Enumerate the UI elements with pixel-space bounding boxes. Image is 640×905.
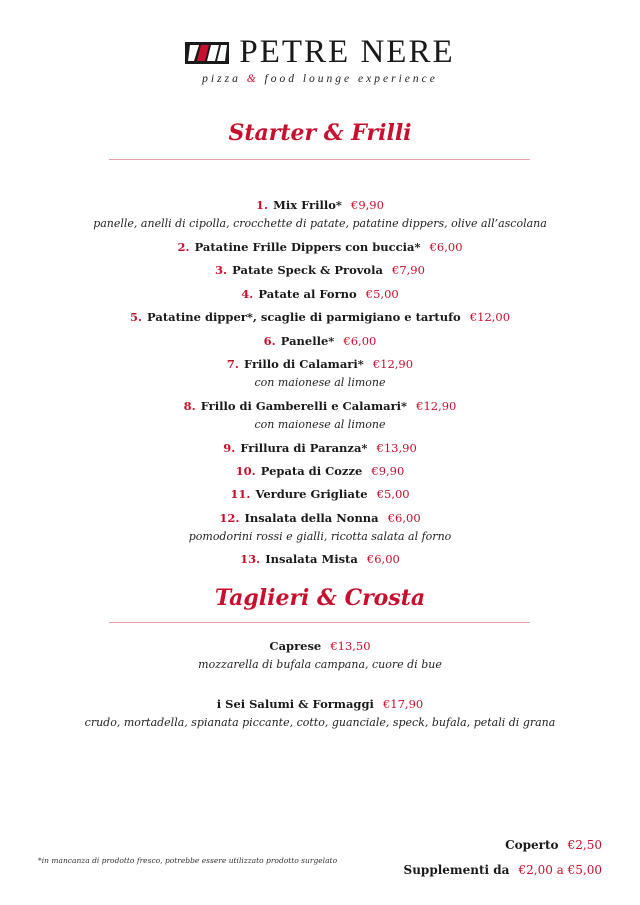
logo-mark-icon [185, 41, 231, 65]
item-description: pomodorini rossi e gialli, ricotta salata al forno [188, 530, 452, 543]
menu-item: 3. Patate Speck & Provola €7,90 [215, 263, 425, 277]
section-divider [109, 159, 530, 160]
menu-item: 13. Insalata Mista €6,00 [240, 552, 400, 566]
menu-item: 2. Patatine Frille Dippers con buccia* €6,00 [177, 240, 463, 254]
menu-item: 12. Insalata della Nonna €6,00 pomodorini rossi e gialli, ricotta salata al forno [0, 507, 640, 544]
item-description: con maionese al limone [254, 418, 386, 431]
extra-charges [404, 832, 602, 882]
menu-item: Caprese €13,50 mozzarella di bufala campana, cuore di bue [0, 635, 640, 672]
item-description: crudo, mortadella, spianata piccante, cotto, guanciale, speck, bufala, petali di grana [84, 716, 556, 729]
item-description: panelle, anelli di cipolla, crocchette di patate, patatine dippers, olive all’ascolana [93, 217, 547, 230]
menu-item: 9. Frillura di Paranza* €13,90 [223, 441, 417, 455]
brand-name: PETRE NERE [239, 34, 455, 70]
section-title-starter: Starter & Frilli [228, 120, 412, 146]
section-title-taglieri: Taglieri & Crosta [214, 585, 426, 611]
menu-item: 4. Patate al Forno €5,00 [241, 287, 399, 301]
menu-item: 8. Frillo di Gamberelli e Calamari* €12,90 con maionese al limone [0, 395, 640, 432]
menu-item: 11. Verdure Grigliate €5,00 [230, 487, 410, 501]
footnote: *in mancanza di prodotto fresco, potrebbe essere utilizzato prodotto surgelato [38, 856, 338, 865]
menu-item: 5. Patatine dipper*, scaglie di parmigiano e tartufo €12,00 [129, 310, 511, 324]
menu-item: 1. Mix Frillo* €9,90 panelle, anelli di cipolla, crocchette di patate, patatine dippers, olive all’ascolana [0, 194, 640, 231]
coperto-row: Coperto €2,50 [505, 838, 602, 852]
menu-item: 6. Panelle* €6,00 [263, 334, 377, 348]
brand-logo [0, 36, 640, 85]
section-divider [109, 622, 530, 623]
brand-tagline: pizza & food lounge experience [202, 73, 438, 85]
menu-item: 7. Frillo di Calamari* €12,90 con maionese al limone [0, 353, 640, 390]
item-description: mozzarella di bufala campana, cuore di bue [198, 658, 442, 671]
menu-item: 10. Pepata di Cozze €9,90 [235, 464, 405, 478]
item-description: con maionese al limone [254, 376, 386, 389]
menu-item: i Sei Salumi & Formaggi €17,90 crudo, mortadella, spianata piccante, cotto, guanciale, speck, bufala, petali di grana [0, 693, 640, 730]
supplementi-row: Supplementi da €2,00 a €5,00 [403, 862, 602, 877]
